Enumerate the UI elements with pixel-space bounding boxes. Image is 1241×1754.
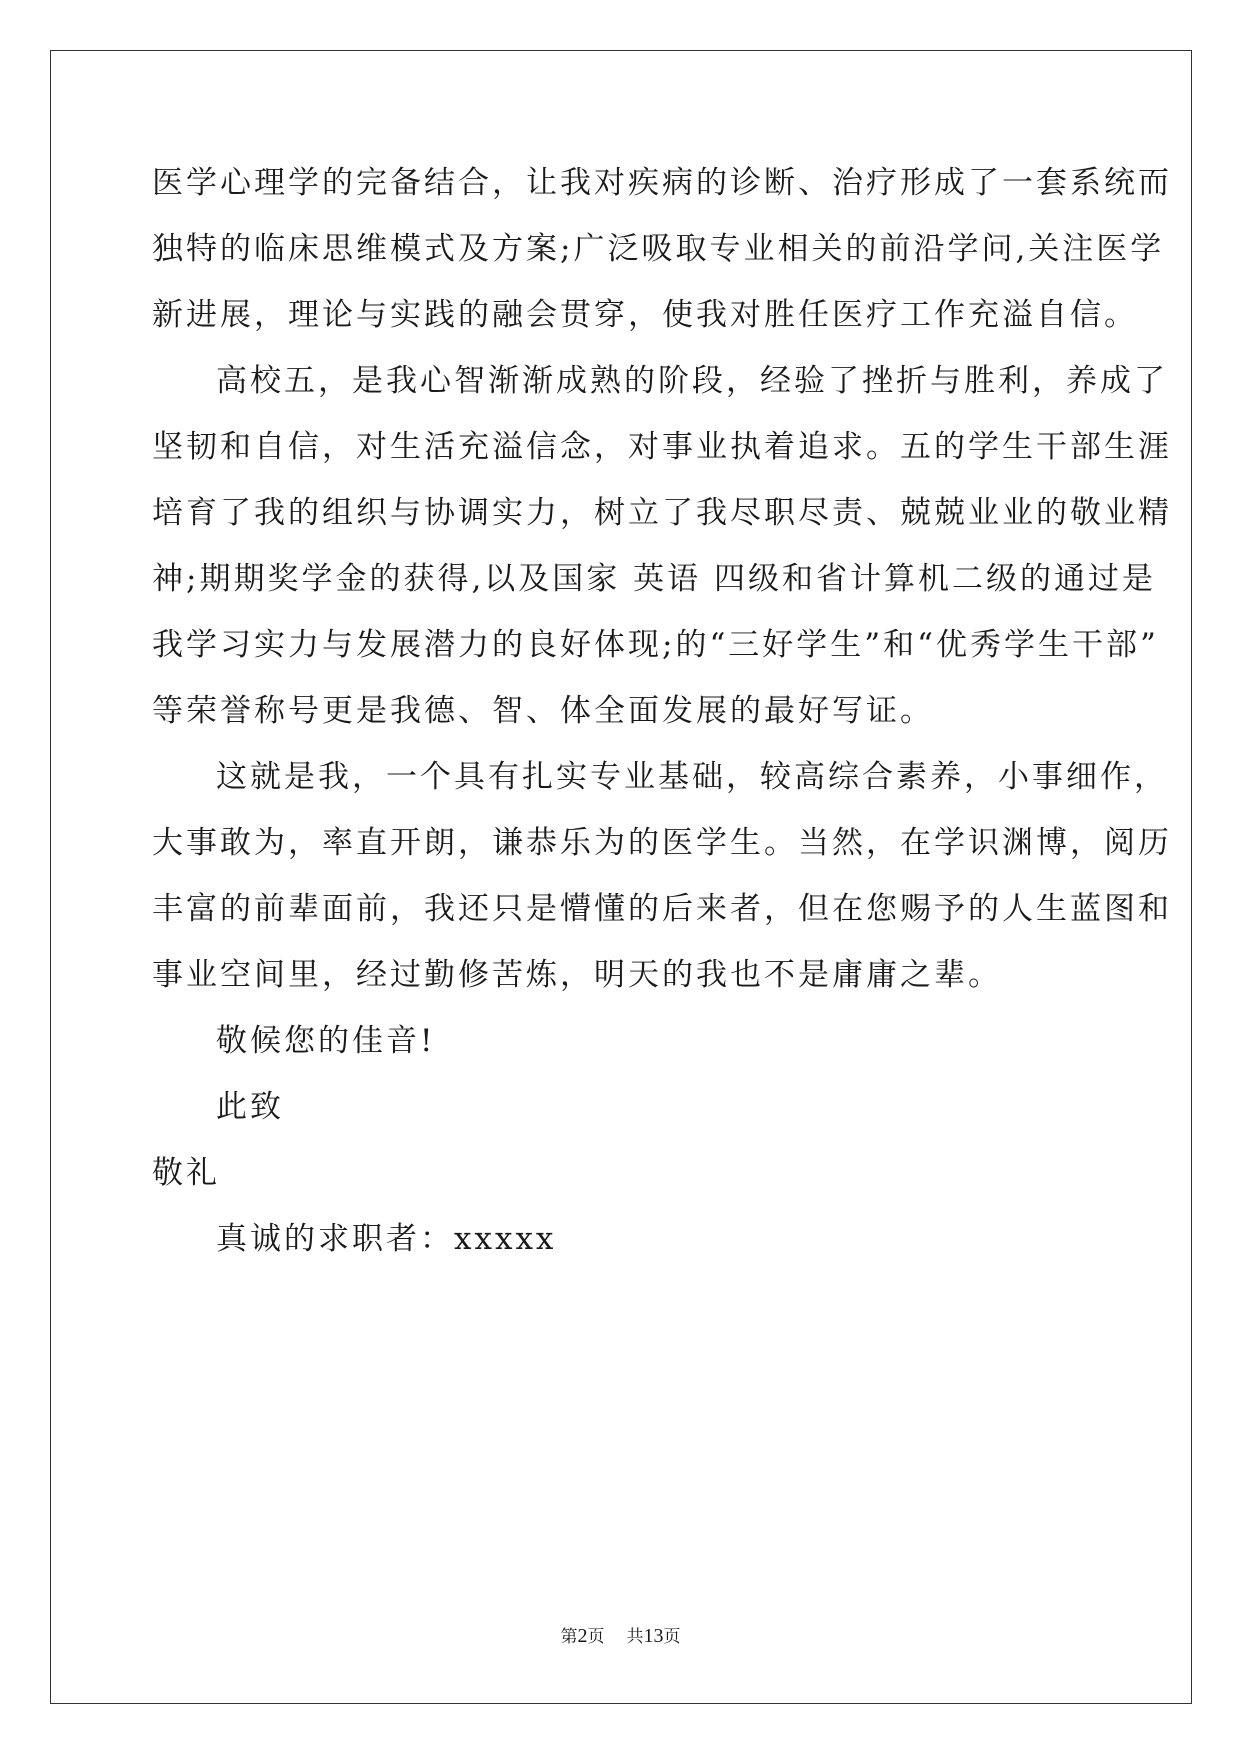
closing-regards xyxy=(152,1140,1082,1206)
page-current: 2 xyxy=(577,1625,588,1647)
total-prefix: 共 xyxy=(626,1627,644,1647)
text-line: 独特的临床思维模式及方案;广泛吸取专业相关的前沿学问,关注医学 xyxy=(152,231,1165,267)
text-line: 丰富的前辈面前，我还只是懵懂的后来者，但在您赐予的人生蓝图和 xyxy=(152,891,1172,927)
text-line: 我学习实力与发展潜力的良好体现;的“三好学生”和“优秀学生干部” xyxy=(152,627,1159,663)
closing-salutation xyxy=(152,1074,1082,1140)
document-body xyxy=(152,150,1172,1272)
text-line: 事业空间里，经过勤修苦炼，明天的我也不是庸庸之辈。 xyxy=(152,957,1002,993)
text-line: 敬候您的佳音! xyxy=(216,1023,436,1059)
total-suffix: 页 xyxy=(663,1627,681,1647)
text-line: 高校五，是我心智渐渐成熟的阶段，经验了挫折与胜利，养成了 xyxy=(216,363,1168,399)
text-line: 等荣誉称号更是我德、智、体全面发展的最好写证。 xyxy=(152,693,934,729)
text-line: 这就是我，一个具有扎实专业基础，较高综合素养，小事细作， xyxy=(216,759,1168,795)
paragraph-2 xyxy=(152,348,1172,744)
text-line: 真诚的求职者：xxxxx xyxy=(216,1221,557,1257)
closing-wish xyxy=(152,1008,1082,1074)
page-prefix: 第 xyxy=(560,1627,578,1647)
text-line: 培育了我的组织与协调实力，树立了我尽职尽责、兢兢业业的敬业精 xyxy=(152,495,1172,531)
text-line: 新进展，理论与实践的融会贯穿，使我对胜任医疗工作充溢自信。 xyxy=(152,297,1138,333)
text-line: 此致 xyxy=(216,1089,284,1125)
text-line: 医学心理学的完备结合，让我对疾病的诊断、治疗形成了一套系统而 xyxy=(152,165,1172,201)
page-footer xyxy=(0,1622,1241,1648)
text-line: 坚韧和自信，对生活充溢信念，对事业执着追求。五的学生干部生涯 xyxy=(152,429,1172,465)
text-line: 大事敢为，率直开朗，谦恭乐为的医学生。当然，在学识渊博，阅历 xyxy=(152,825,1172,861)
page-total: 13 xyxy=(643,1625,664,1647)
paragraph-1 xyxy=(152,150,1172,348)
paragraph-3 xyxy=(152,744,1172,1008)
page-suffix: 页 xyxy=(587,1627,605,1647)
signature xyxy=(152,1206,1082,1272)
text-line: 敬礼 xyxy=(152,1155,220,1191)
text-line: 神;期期奖学金的获得,以及国家 英语 四级和省计算机二级的通过是 xyxy=(152,561,1157,597)
